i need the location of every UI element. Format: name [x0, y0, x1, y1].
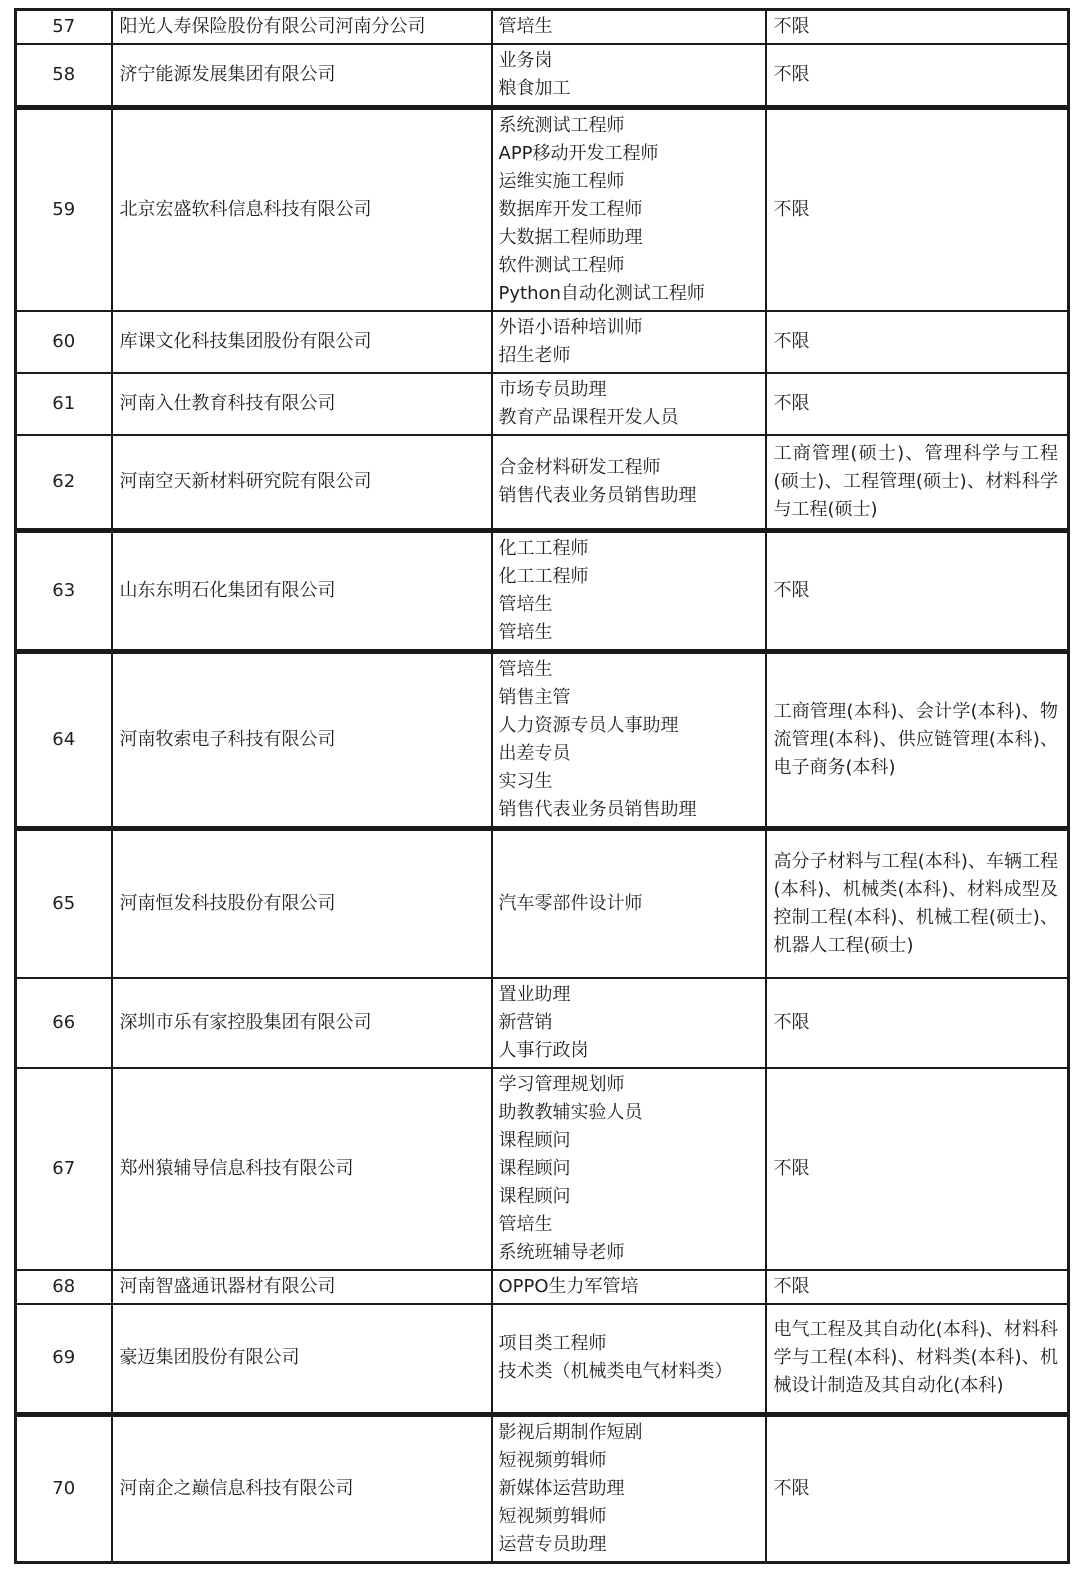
row-number: 69: [16, 1304, 112, 1414]
table-row: [16, 10, 1069, 45]
position-item: 实习生: [498, 770, 553, 792]
position-list: [492, 10, 766, 45]
position-item: 运营专员助理: [498, 1533, 607, 1555]
company-name: 郑州猿辅导信息科技有限公司: [112, 1068, 492, 1270]
position-item: 管培生: [498, 658, 553, 680]
position-list: [492, 435, 766, 530]
position-item: 销售代表业务员销售助理: [498, 484, 697, 506]
position-item: 汽车零部件设计师: [498, 892, 643, 914]
position-item: 管培生: [498, 593, 553, 615]
company-name: 豪迈集团股份有限公司: [112, 1304, 492, 1414]
table-row: [16, 435, 1069, 530]
table-row: [16, 1414, 1069, 1562]
position-item: 外语小语种培训师: [498, 317, 643, 338]
table-body: [16, 10, 1069, 1563]
position-list: [492, 828, 766, 978]
table-row: [16, 1304, 1069, 1414]
position-item: 技术类（机械类电气材料类）: [498, 1361, 733, 1383]
table-row: [16, 1068, 1069, 1270]
major-requirement: 不限: [766, 311, 1069, 373]
position-list: [492, 530, 766, 651]
position-item: 系统班辅导老师: [498, 1242, 625, 1263]
position-item: 短视频剪辑师: [498, 1449, 607, 1471]
position-item: 数据库开发工程师: [498, 199, 643, 220]
position-item: 业务岗: [498, 50, 553, 71]
position-list: [492, 108, 766, 312]
table-row: [16, 1270, 1069, 1304]
position-item: 系统测试工程师: [498, 115, 625, 136]
row-number: 65: [16, 828, 112, 978]
position-item: 化工工程师: [498, 565, 589, 587]
position-item: 销售代表业务员销售助理: [498, 798, 697, 820]
table-row: [16, 311, 1069, 373]
major-requirement: 不限: [766, 1414, 1069, 1562]
position-item: 新营销: [498, 1012, 553, 1033]
row-number: 64: [16, 651, 112, 828]
position-item: 销售主管: [498, 686, 571, 708]
row-number: 66: [16, 978, 112, 1068]
company-name: 济宁能源发展集团有限公司: [112, 44, 492, 108]
major-requirement: 不限: [766, 10, 1069, 45]
major-requirement: 不限: [766, 1068, 1069, 1270]
position-item: 市场专员助理: [498, 379, 607, 400]
position-item: 合金材料研发工程师: [498, 456, 661, 478]
position-item: 学习管理规划师: [498, 1074, 625, 1095]
position-item: 项目类工程师: [498, 1333, 607, 1355]
position-item: 课程顾问: [498, 1130, 571, 1151]
recruitment-table: [14, 8, 1070, 1564]
row-number: 68: [16, 1270, 112, 1304]
company-name: 河南空天新材料研究院有限公司: [112, 435, 492, 530]
company-name: 河南入仕教育科技有限公司: [112, 373, 492, 435]
major-requirement: 高分子材料与工程(本科)、车辆工程(本科)、机械类(本科)、材料成型及控制工程(本科)、机械工程(硕士)、机器人工程(硕士): [766, 828, 1069, 978]
position-item: 课程顾问: [498, 1186, 571, 1207]
major-requirement: 不限: [766, 373, 1069, 435]
position-item: 助教教辅实验人员: [498, 1102, 643, 1123]
row-number: 60: [16, 311, 112, 373]
major-requirement: 工商管理(硕士)、管理科学与工程(硕士)、工程管理(硕士)、材料科学与工程(硕士): [766, 435, 1069, 530]
major-requirement: 不限: [766, 978, 1069, 1068]
table-row: [16, 651, 1069, 828]
row-number: 67: [16, 1068, 112, 1270]
company-name: 河南牧索电子科技有限公司: [112, 651, 492, 828]
position-list: [492, 1414, 766, 1562]
position-item: 大数据工程师助理: [498, 227, 643, 248]
company-name: 北京宏盛软科信息科技有限公司: [112, 108, 492, 312]
row-number: 59: [16, 108, 112, 312]
table-row: [16, 44, 1069, 108]
position-item: 人力资源专员人事助理: [498, 714, 679, 736]
position-item: Python自动化测试工程师: [498, 283, 705, 304]
company-name: 河南智盛通讯器材有限公司: [112, 1270, 492, 1304]
row-number: 70: [16, 1414, 112, 1562]
position-item: 置业助理: [498, 984, 571, 1005]
table-row: [16, 828, 1069, 978]
table-row: [16, 978, 1069, 1068]
position-list: [492, 651, 766, 828]
position-item: APP移动开发工程师: [498, 143, 659, 164]
position-item: 人事行政岗: [498, 1040, 589, 1061]
position-item: 短视频剪辑师: [498, 1505, 607, 1527]
position-list: [492, 311, 766, 373]
position-item: 运维实施工程师: [498, 171, 625, 192]
position-list: [492, 44, 766, 108]
company-name: 河南恒发科技股份有限公司: [112, 828, 492, 978]
major-requirement: 不限: [766, 1270, 1069, 1304]
company-name: 山东东明石化集团有限公司: [112, 530, 492, 651]
position-item: 软件测试工程师: [498, 255, 625, 276]
position-list: [492, 373, 766, 435]
row-number: 63: [16, 530, 112, 651]
major-requirement: 不限: [766, 108, 1069, 312]
position-item: 出差专员: [498, 742, 571, 764]
position-item: 新媒体运营助理: [498, 1477, 625, 1499]
position-list: [492, 1270, 766, 1304]
position-item: OPPO生力军管培: [498, 1276, 639, 1297]
row-number: 61: [16, 373, 112, 435]
position-item: 化工工程师: [498, 537, 589, 559]
position-list: [492, 978, 766, 1068]
position-item: 管培生: [498, 1214, 553, 1235]
company-name: 深圳市乐有家控股集团有限公司: [112, 978, 492, 1068]
position-item: 课程顾问: [498, 1158, 571, 1179]
position-item: 教育产品课程开发人员: [498, 407, 679, 428]
position-item: 管培生: [498, 621, 553, 643]
company-name: 库课文化科技集团股份有限公司: [112, 311, 492, 373]
company-name: 阳光人寿保险股份有限公司河南分公司: [112, 10, 492, 45]
major-requirement: 工商管理(本科)、会计学(本科)、物流管理(本科)、供应链管理(本科)、电子商务(本科): [766, 651, 1069, 828]
major-requirement: 不限: [766, 44, 1069, 108]
table-row: [16, 530, 1069, 651]
major-requirement: 电气工程及其自动化(本科)、材料科学与工程(本科)、材料类(本科)、机械设计制造及其自动化(本科): [766, 1304, 1069, 1414]
table-row: [16, 373, 1069, 435]
position-item: 管培生: [498, 16, 553, 37]
company-name: 河南企之巅信息科技有限公司: [112, 1414, 492, 1562]
table-row: [16, 108, 1069, 312]
position-list: [492, 1068, 766, 1270]
position-item: 影视后期制作短剧: [498, 1421, 643, 1443]
row-number: 57: [16, 10, 112, 45]
row-number: 62: [16, 435, 112, 530]
row-number: 58: [16, 44, 112, 108]
position-item: 招生老师: [498, 345, 571, 366]
major-requirement: 不限: [766, 530, 1069, 651]
position-list: [492, 1304, 766, 1414]
position-item: 粮食加工: [498, 78, 571, 99]
